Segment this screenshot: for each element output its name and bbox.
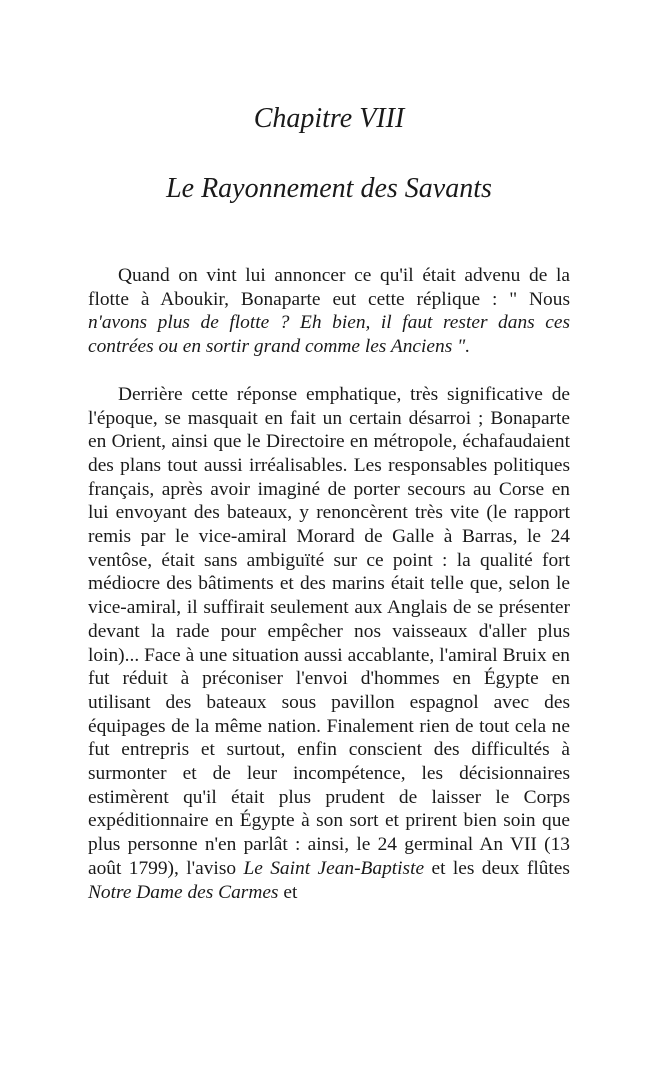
ship-name-notre-dame-des-carmes: Notre Dame des Carmes	[88, 881, 279, 903]
paragraph-2-tail: et	[283, 881, 298, 903]
paragraph-1	[88, 264, 570, 359]
body-text	[88, 264, 570, 904]
paragraph-2	[88, 383, 570, 904]
chapter-number: Chapitre VIII	[253, 103, 405, 134]
chapter-title: Le Rayonnement des Savants	[166, 173, 492, 204]
bonaparte-quote: n'avons plus de flotte ? Eh bien, il faut rester dans ces contrées ou en sortir grand comme les Anciens ".	[88, 312, 570, 358]
paragraph-2-connector: et les deux flûtes	[431, 857, 570, 879]
ship-name-saint-jean-baptiste: Le Saint Jean-Baptiste	[243, 857, 425, 879]
paragraph-2-text: Derrière cette réponse emphatique, très significative de l'époque, se masquait en fait un certain désarroi ; Bonaparte en Orient, ainsi que le Directoire en métropole, échafaudaient des plans tout aussi irréalisables. Les responsables politiques français, après avoir imaginé de porter secours au Corse en lui envoyant des bateaux, y renoncèrent très vite (le rapport remis par le vice-amiral Morard de Galle à Barras, le 24 ventôse, était sans ambiguïté sur ce point : la qualité fort médiocre des bâtiments et des marins était telle que, selon le vice-amiral, il suffirait seulement aux Anglais de se présenter devant la rade pour empêcher nos vaisseaux d'aller plus loin)... Face à une situation aussi accablante, l'amiral Bruix en fut réduit à préconiser l'envoi d'hommes en Égypte en utilisant des bateaux sous pavillon espagnol avec des équipages de la même nation. Finalement rien de tout cela ne fut entrepris et surtout, enfin conscient des difficultés à surmonter et de leur incompétence, les décisionnaires estimèrent qu'il était plus prudent de laisser le Corps expéditionnaire en Égypte à son sort et prirent bien soin que plus personne n'en parlât : ainsi, le 24 germinal An VII (13 août 1799), l'aviso	[88, 383, 570, 879]
paragraph-1-intro: Quand on vint lui annoncer ce qu'il était advenu de la flotte à Aboukir, Bonaparte eut cette réplique : " Nous	[88, 265, 570, 310]
